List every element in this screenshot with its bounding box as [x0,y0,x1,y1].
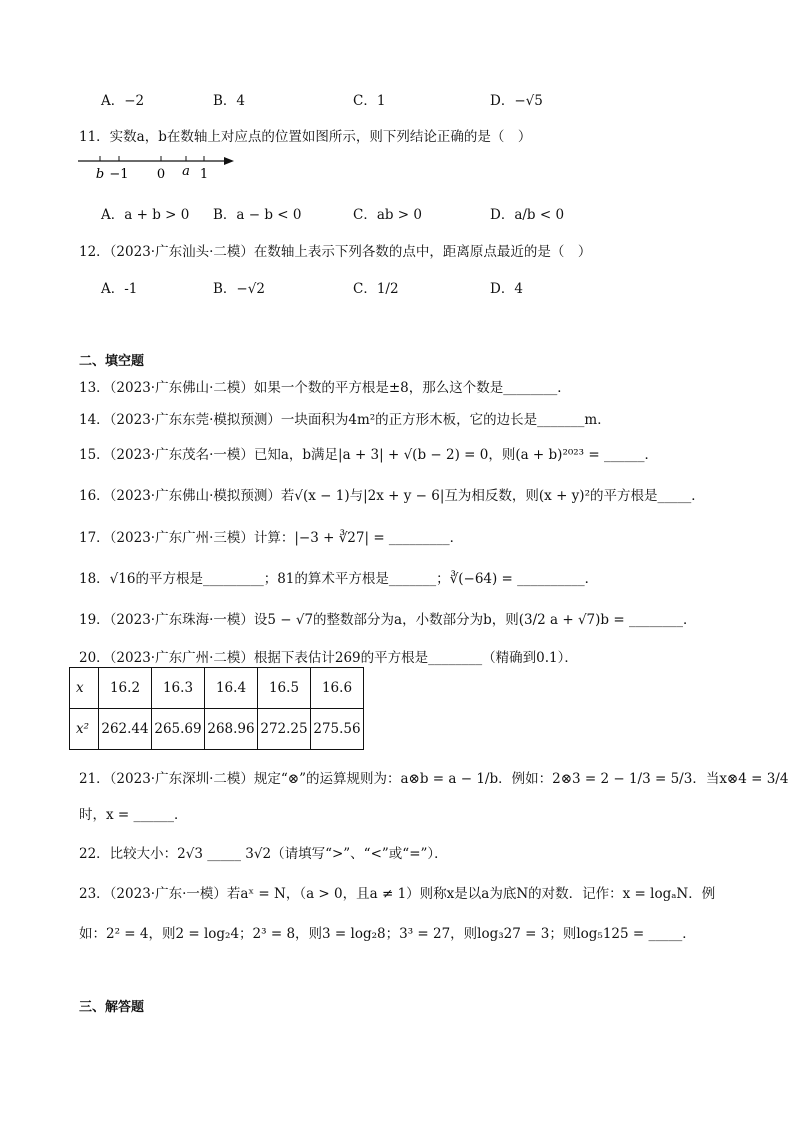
table-row [70,709,364,750]
table-cell: 272.25 [258,709,311,750]
table-cell: x [70,668,99,709]
q12-option-b: B．−√2 [213,281,265,297]
square-table [69,667,364,750]
table-cell: 265.69 [152,709,205,750]
table-cell: 16.4 [205,668,258,709]
q12-option-c: C．1/2 [353,281,399,297]
q11-text: 11．实数a，b在数轴上对应点的位置如图所示，则下列结论正确的是（ ） [79,129,532,145]
axis-label-a: a [182,164,190,179]
table-row [70,668,364,709]
q17-text: 17．（2023·广东广州·三模）计算：|−3 + ∛27| = _________． [79,530,464,546]
q21-text-line2: 时，x = ______． [79,807,188,823]
axis-label-b: b [95,167,105,182]
q11-option-a: A．a + b > 0 [101,207,190,223]
q14-text: 14．（2023·广东东莞·模拟预测）一块面积为4m²的正方形木板，它的边长是_______m． [79,412,611,428]
axis-label-one: 1 [199,167,209,182]
table-cell: 262.44 [99,709,152,750]
q22-text: 22．比较大小：2√3 _____ 3√2（请填写“>”、“<”或“=”）． [79,846,448,862]
table-cell: 16.5 [258,668,311,709]
q15-text: 15．（2023·广东茂名·一模）已知a，b满足|a + 3| + √(b − 2) = 0，则(a + b)²⁰²³ = ______． [79,447,658,463]
q16-text: 16．（2023·广东佛山·模拟预测）若√(x − 1)与|2x + y − 6|互为相反数，则(x + y)²的平方根是_____． [79,488,705,504]
q12-option-a: A．-1 [101,281,138,297]
table-cell: 275.56 [311,709,364,750]
section-solve-title: 三、解答题 [79,1000,145,1015]
q10-option-b: B．4 [213,93,246,109]
section-fill-in-title: 二、填空题 [79,354,145,369]
q10-option-d: D．−√5 [490,93,543,109]
table-cell: x² [70,709,99,750]
table-cell: 16.3 [152,668,205,709]
q11-option-d: D．a/b < 0 [490,207,565,223]
q10-option-a: A．−2 [101,93,145,109]
table-cell: 16.6 [311,668,364,709]
q21-text-line1: 21．（2023·广东深圳·二模）规定“⊗”的运算规则为：a⊗b = a − 1/b．例如：2⊗3 = 2 − 1/3 = 5/3．当x⊗4 = 3/4 [79,771,789,787]
q19-text: 19．（2023·广东珠海·一模）设5 − √7的整数部分为a，小数部分为b，则(3/2 a + √7)b = ________． [79,612,697,628]
axis-label-zero: 0 [156,167,166,182]
q10-option-c: C．1 [353,93,386,109]
q18-text: 18．√16的平方根是_________；81的算术平方根是_______；∛(−64) = __________． [79,571,599,587]
table-cell: 268.96 [205,709,258,750]
axis-label-minus-one: −1 [109,167,129,182]
q23-text-line2: 如：2² = 4，则2 = log₂4；2³ = 8，则3 = log₂8；3³ = 27，则log₃27 = 3；则log₅125 = _____． [79,926,696,942]
q13-text: 13．（2023·广东佛山·二模）如果一个数的平方根是±8，那么这个数是________． [79,380,571,396]
q20-text: 20．（2023·广东广州·二模）根据下表估计269的平方根是________（精确到0.1）． [79,650,578,666]
q11-option-b: B．a − b < 0 [213,207,302,223]
table-cell: 16.2 [99,668,152,709]
number-line [76,148,236,184]
q23-text-line1: 23．（2023·广东·一模）若aˣ = N，（a > 0，且a ≠ 1）则称x是以a为底N的对数．记作：x = logₐN．例 [79,886,716,902]
q12-text: 12．（2023·广东汕头·二模）在数轴上表示下列各数的点中，距离原点最近的是（ ） [79,244,592,260]
q11-option-c: C．ab > 0 [353,207,423,223]
q12-option-d: D．4 [490,281,523,297]
